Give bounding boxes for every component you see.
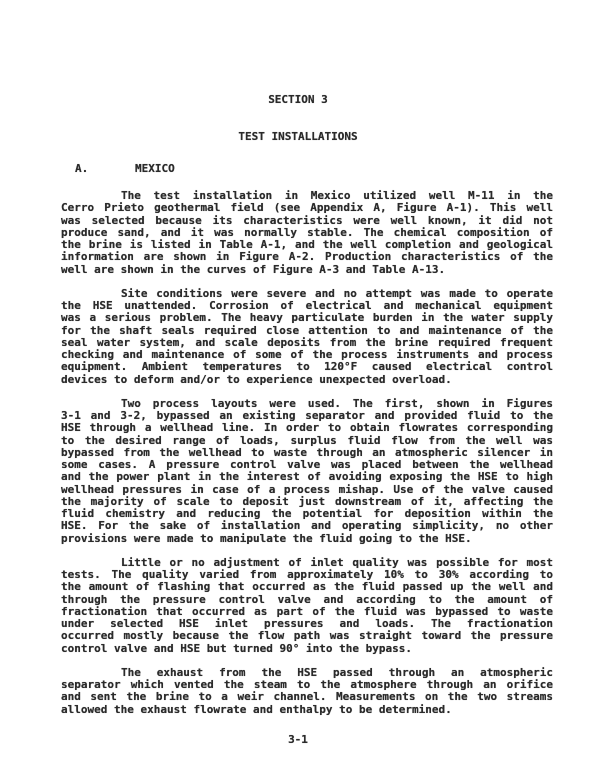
- text-line: and sent the brine to a weir channel. Measurements on the two streams: [61, 690, 553, 704]
- text-line: Site conditions were severe and no attempt was made to operate: [121, 286, 553, 300]
- text-line: to the desired range of loads, surplus fluid flow from the well was: [61, 433, 553, 447]
- text-line: Little or no adjustment of inlet quality was possible for most: [121, 555, 553, 569]
- text-line: The exhaust from the HSE passed through an atmospheric: [121, 665, 553, 679]
- text-line: wellhead pressures in case of a process mishap. Use of the valve caused: [61, 482, 553, 496]
- text-line: equipment. Ambient temperatures to 120°F caused electrical control: [61, 360, 553, 374]
- text-line: 3-1 and 3-2, bypassed an existing separator and provided fluid to the: [61, 409, 553, 422]
- paragraph: [61, 557, 553, 655]
- text-line: bypassed from the wellhead to waste through an atmospheric silencer in: [61, 445, 553, 459]
- text-line: was selected because its characteristics were well known, it did not: [61, 213, 553, 227]
- text-line: through the pressure control valve and according to the amount of: [61, 592, 553, 606]
- text-line: the brine is listed in Table A-1, and the well completion and geological: [61, 238, 553, 251]
- paragraph: [61, 288, 553, 386]
- text-line: for the shaft seals required close attention to and maintenance of the: [61, 323, 553, 337]
- text-line: occurred mostly because the flow path was straight toward the pressure: [61, 629, 553, 643]
- text-line: under selected HSE inlet pressures and loads. The fractionation: [61, 617, 553, 630]
- text-line: Two process layouts were used. The first, shown in Figures: [121, 396, 553, 410]
- text-line: was a serious problem. The heavy particulate burden in the water supply: [61, 311, 553, 325]
- text-line: The test installation in Mexico utilized well M-11 in the: [121, 189, 553, 202]
- paragraph: [61, 190, 553, 276]
- paragraph: [61, 667, 553, 716]
- text-line: well are shown in the curves of Figure A-3 and Table A-13.: [61, 262, 446, 276]
- text-line: fluid chemistry and reducing the potential for deposition within the: [61, 507, 553, 520]
- text-line: checking and maintenance of some of the process instruments and process: [61, 348, 553, 361]
- text-line: Cerro Prieto geothermal field (see Appendix A, Figure A-1). This well: [61, 201, 553, 215]
- page-number: 3-1: [288, 733, 308, 746]
- text-line: separator which vented the steam to the atmosphere through an orifice: [61, 678, 553, 691]
- section-name: MEXICO: [135, 162, 175, 175]
- body-text: [61, 190, 553, 728]
- section-label: A.: [75, 162, 89, 175]
- text-line: allowed the exhaust flowrate and enthalpy to be determined.: [61, 702, 452, 716]
- text-line: seal water system, and scale deposits from the brine required frequent: [61, 335, 553, 349]
- text-line: information are shown in Figure A-2. Production characteristics of the: [61, 250, 553, 264]
- paragraph: [61, 398, 553, 545]
- document-title: TEST INSTALLATIONS: [238, 130, 358, 143]
- text-line: HSE through a wellhead line. In order to obtain flowrates corresponding: [61, 421, 553, 435]
- text-line: tests. The quality varied from approximately 10% to 30% according to: [61, 568, 553, 581]
- text-line: provisions were made to manipulate the fluid going to the HSE.: [61, 531, 472, 545]
- text-line: produce sand, and it was normally stable. The chemical composition of: [61, 225, 553, 239]
- text-line: the majority of scale to deposit just downstream of it, affecting the: [61, 494, 553, 508]
- text-line: the HSE unattended. Corrosion of electrical and mechanical equipment: [61, 299, 553, 312]
- section-heading: SECTION 3: [268, 93, 328, 106]
- text-line: devices to deform and/or to experience unexpected overload.: [61, 372, 452, 386]
- text-line: HSE. For the sake of installation and operating simplicity, no other: [61, 519, 553, 533]
- text-line: fractionation that occurred as part of the fluid was bypassed to waste: [61, 604, 553, 618]
- text-line: control valve and HSE but turned 90° into the bypass.: [61, 641, 412, 655]
- text-line: some cases. A pressure control valve was placed between the wellhead: [61, 458, 553, 471]
- text-line: and the power plant in the interest of avoiding exposing the HSE to high: [61, 470, 553, 484]
- text-line: the amount of flashing that occurred as the fluid passed up the well and: [61, 580, 553, 594]
